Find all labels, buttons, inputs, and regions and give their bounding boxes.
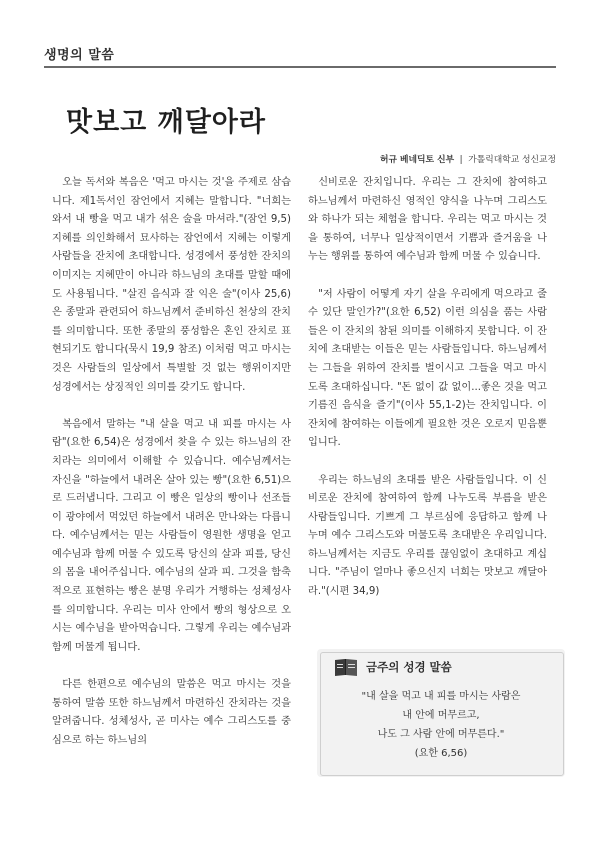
byline [380,152,556,165]
paragraph: 우리는 하느님의 초대를 받은 사람들입니다. 이 신비로운 잔치에 참여하여 함께 나누도록 부름을 받은 사람들입니다. 기쁘게 그 부르심에 응답하고 함께 나누며 예수 그리스도와 머물도록 초대받은 우리입니다. 하느님께서는 지금도 우리를 끊임없이 초대하고 계십니다. "주님이 얼마나 좋으신지 너희는 맛보고 깨달아라."(시편 34,9) [308,474,547,598]
verse-line: 내 안에 머무르고, [402,710,480,721]
verse-line: 나도 그 사람 안에 머무른다." [377,729,505,740]
header-rule [44,66,556,68]
weekly-verse-text [320,687,562,763]
paragraph: 복음에서 말하는 "내 살을 먹고 내 피를 마시는 사람"(요한 6,54)은 성경에서 찾을 수 있는 하느님의 잔치라는 의미에서 이해할 수 있습니다. 예수님께서는 자신을 "하늘에서 내려온 살아 있는 빵"(요한 6,51)으로 드러냅니다. 그리고 이 빵은 일상의 빵이나 선조들이 광야에서 먹었던 하늘에서 내려온 만나와는 다릅니다. 예수님께서는 믿는 사람들이 영원한 생명을 얻고 예수님과 함께 머물 수 있도록 당신의 살과 피를, 당신의 몸을 내어주십니다. 예수님의 살과 피. 그것을 함축적으로 표현하는 빵은 분명 우리가 거행하는 성체성사를 의미합니다. 우리는 미사 안에서 빵의 형상으로 오시는 예수님을 받아먹습니다. 그렇게 우리는 예수님과 함께 머물게 됩니다. [52,418,291,653]
left-column [52,174,291,769]
author-name: 허규 베네딕토 신부 [379,155,455,165]
author-affiliation: 가톨릭대학교 성신교정 [468,155,556,165]
section-header: 생명의 말씀 [44,48,115,63]
paragraph: 오늘 독서와 복음은 '먹고 마시는 것'을 주제로 삼습니다. 제1독서인 잠언에서 지혜는 말합니다. "너희는 와서 내 빵을 먹고 내가 섞은 술을 마셔라."(잠언 9,5) 지혜를 의인화해서 묘사하는 잠언에서 지혜는 이렇게 사람들을 잔치에 초대합니다. 성경에서 풍성한 잔치의 이미지는 지혜만이 아니라 하느님의 초대를 말할 때에도 사용됩니다. "살진 음식과 잘 익은 술"(이사 25,6)은 종말과 관련되어 하느님께서 준비하신 천상의 잔치를 의미합니다. 또한 종말의 풍성함은 혼인 잔치로 표현되기도 합니다(묵시 19,9 참조) 이처럼 먹고 마시는 것은 사람들의 일상에서 특별할 것 없는 행위이지만 성경에서는 상징적인 의미를 갖기도 합니다. [52,177,291,393]
paragraph: "저 사람이 어떻게 자기 살을 우리에게 먹으라고 줄 수 있단 말인가?"(요한 6,52) 이런 의심을 품는 사람들은 이 잔치의 참된 의미를 이해하지 못합니다. 이 잔치에 초대받는 이들은 믿는 사람들입니다. 하느님께서는 그들을 위하여 잔치를 벌이시고 그들을 먹고 마시도록 초대하십니다. "돈 없이 값 없이...좋은 것을 먹고 기름진 음식을 즐기"(이사 55,1-2)는 잔치입니다. 이 잔치에 참여하는 이들에게 필요한 것은 오로지 믿음뿐입니다. [308,288,547,449]
article-title: 맛보고 깨달아라 [66,107,266,138]
verse-reference: (요한 6,56) [414,748,468,759]
byline-separator: | [456,155,466,165]
bible-book-icon [333,657,359,677]
paragraph: 다른 한편으로 예수님의 말씀은 먹고 마시는 것을 통하여 말씀 또한 하느님께서 마련하신 잔치라는 것을 알려줍니다. 성체성사, 곧 미사는 예수 그리스도를 중심으로 하는 하느님의 [52,679,291,746]
weekly-verse-title: 금주의 성경 말씀 [366,660,452,674]
right-column [308,174,547,620]
paragraph: 신비로운 잔치입니다. 우리는 그 잔치에 참여하고 하느님께서 마련하신 영적인 양식을 나누며 그리스도와 하나가 되는 체험을 합니다. 우리는 먹고 마시는 것을 통하여, 너무나 일상적이면서 기쁨과 즐거움을 나누는 행위를 통하여 예수님과 함께 머물 수 있습니다. [308,177,547,263]
verse-line: "내 살을 먹고 내 피를 마시는 사람은 [361,691,521,702]
